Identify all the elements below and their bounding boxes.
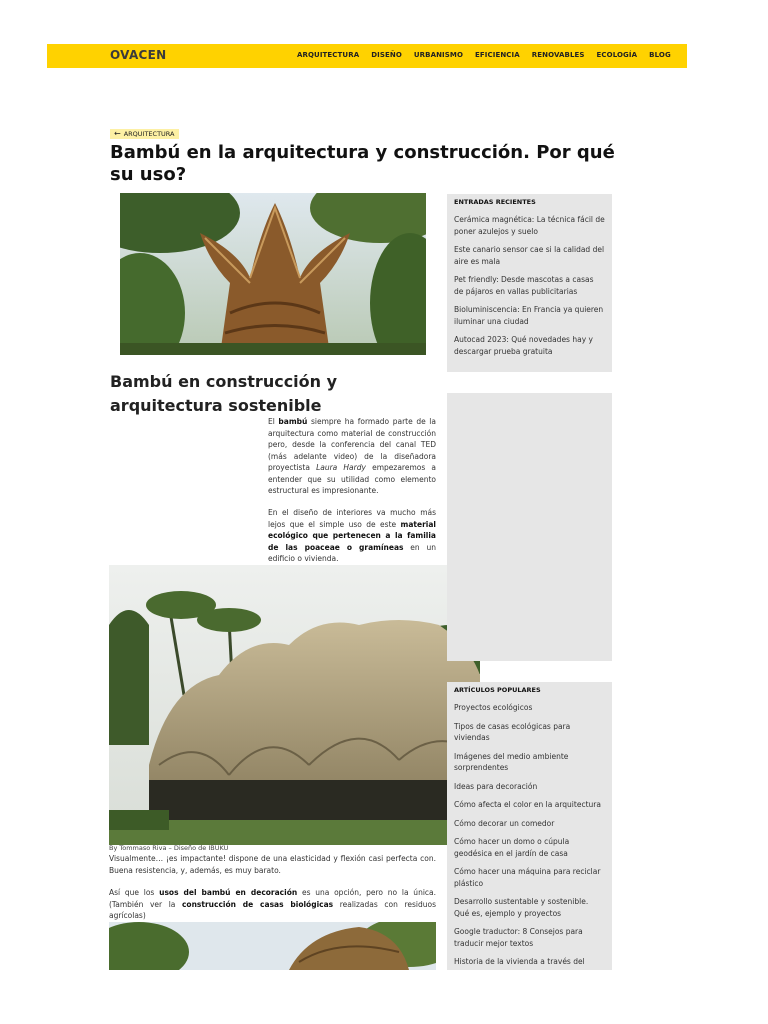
bamboo-tower-image	[120, 193, 426, 355]
list-item[interactable]: Ideas para decoración	[454, 781, 538, 791]
recent-posts-title: ENTRADAS RECIENTES	[454, 198, 536, 206]
list-item[interactable]: Bioluminiscencia: En Francia ya quieren iluminar una ciudad	[454, 305, 604, 326]
bamboo-structure-image	[109, 922, 436, 970]
category-badge[interactable]	[110, 129, 179, 139]
list-item[interactable]: Este canario sensor cae si la calidad del aire es mala	[454, 245, 605, 266]
site-logo[interactable]: OVACEN	[110, 48, 167, 62]
nav-eficiencia[interactable]: EFICIENCIA	[475, 51, 520, 59]
list-item[interactable]: Cómo hacer un domo o cúpula geodésica en el jardín de casa	[454, 837, 570, 858]
list-item[interactable]: Cómo hacer una máquina para reciclar plástico	[454, 867, 601, 888]
list-item[interactable]: Historia de la vivienda a través del	[454, 957, 585, 966]
nav-urbanismo[interactable]: URBANISMO	[413, 51, 464, 59]
list-item[interactable]: Tipos de casas ecológicas para viviendas	[454, 721, 571, 742]
nav-ecologia[interactable]: ECOLOGÍA	[596, 51, 638, 59]
list-item[interactable]: Google traductor: 8 Consejos para traducir mejor textos	[454, 927, 583, 948]
list-item[interactable]: Proyectos ecológicos	[454, 703, 533, 712]
list-item[interactable]: Pet friendly: Desde mascotas a casas de pájaros en vallas publicitarias	[454, 275, 594, 296]
nav-diseno[interactable]: DISEÑO	[371, 51, 402, 59]
list-item[interactable]: Cómo afecta el color en la arquitectura	[454, 800, 601, 809]
intro-paragraph: El bambú siempre ha formado parte de la arquitectura como material de construcción pero, desde la conferencia del canal TED (más adelante video) de la diseñadora proyectista Laura Hardy empezaremos a entender que su utilidad como elemento estructural es impresionante.	[268, 417, 436, 495]
nav-blog[interactable]: BLOG	[649, 51, 671, 59]
uses-paragraph: Así que los usos del bambú en decoración es una opción, pero no la única. (También ver la construcción de casas biológicas realizadas con residuos agrícolas)	[109, 888, 437, 920]
top-header-bar	[47, 44, 687, 68]
list-item[interactable]: Cerámica magnética: La técnica fácil de poner azulejos y suelo	[454, 215, 605, 236]
list-item[interactable]: Imágenes del medio ambiente sorprendentes	[454, 751, 569, 772]
nav-arquitectura[interactable]: ARQUITECTURA	[297, 51, 360, 59]
list-item[interactable]: Cómo decorar un comedor	[454, 818, 555, 828]
interior-paragraph: En el diseño de interiores va mucho más lejos que el simple uso de este material ecológico que pertenecen a la familia de las poaceae o gramíneas en un edificio o vivienda.	[268, 508, 436, 563]
category-label: ARQUITECTURA	[123, 130, 175, 138]
popular-posts-widget	[447, 682, 612, 970]
recent-posts-list	[447, 206, 612, 357]
section-subheading: Bambú en construcción y arquitectura sostenible	[110, 372, 338, 415]
arrow-left-icon: ←	[114, 129, 121, 138]
nav-renovables[interactable]: RENOVABLES	[531, 51, 585, 59]
popular-posts-list	[447, 694, 612, 968]
list-item[interactable]: Desarrollo sustentable y sostenible. Qué es, ejemplo y proyectos	[454, 897, 589, 918]
visual-paragraph: Visualmente… ¡es impactante! dispone de una elasticidad y flexión casi perfecta con. Buena resistencia, y, además, es muy barato.	[109, 854, 436, 875]
main-nav	[297, 51, 671, 59]
recent-posts-widget	[447, 194, 612, 372]
ad-placeholder	[447, 393, 612, 661]
bamboo-roof-image	[109, 565, 480, 845]
image-caption: By Tommaso Riva – Diseño de IBUKU	[109, 844, 229, 852]
list-item[interactable]: Autocad 2023: Qué novedades hay y descargar prueba gratuita	[454, 335, 593, 356]
page-title: Bambú en la arquitectura y construcción. Por qué su uso?	[110, 142, 615, 185]
popular-posts-title: ARTÍCULOS POPULARES	[454, 686, 541, 694]
